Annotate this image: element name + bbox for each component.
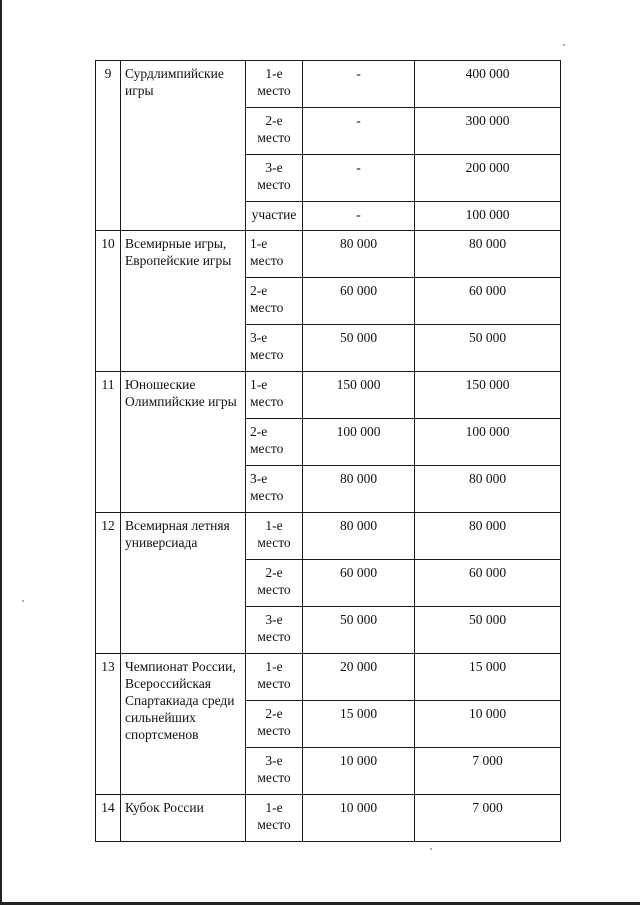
amount-cell-a: 60 000 <box>303 560 415 607</box>
amount-cell-b: 15 000 <box>415 654 561 701</box>
amount-cell-a: 80 000 <box>303 466 415 513</box>
amount-cell-a: 80 000 <box>303 231 415 278</box>
amount-cell-a: 100 000 <box>303 419 415 466</box>
amount-cell-a: 15 000 <box>303 701 415 748</box>
place-cell: 1-е место <box>246 513 303 560</box>
amount-cell-a: 60 000 <box>303 278 415 325</box>
place-cell: 2-е место <box>246 108 303 155</box>
table-row <box>96 513 561 560</box>
table-row <box>96 795 561 842</box>
amount-cell-a: - <box>303 202 415 231</box>
amount-cell-b: 80 000 <box>415 513 561 560</box>
amount-cell-b: 100 000 <box>415 202 561 231</box>
place-cell: 3-е место <box>246 607 303 654</box>
row-number: 14 <box>96 795 121 842</box>
table-row <box>96 61 561 108</box>
amount-cell-a: 10 000 <box>303 795 415 842</box>
scan-edge-left <box>0 0 2 905</box>
place-cell: 2-е место <box>246 701 303 748</box>
row-number: 11 <box>96 372 121 513</box>
table-row <box>96 231 561 278</box>
scan-speck <box>22 600 24 602</box>
amount-cell-a: 50 000 <box>303 325 415 372</box>
place-cell: 3-е место <box>246 748 303 795</box>
place-cell: 2-е место <box>246 278 303 325</box>
amount-cell-b: 50 000 <box>415 325 561 372</box>
competition-name: Сурдлимпийские игры <box>121 61 246 231</box>
scan-speck <box>430 848 432 850</box>
amount-cell-b: 7 000 <box>415 748 561 795</box>
amount-cell-a: 80 000 <box>303 513 415 560</box>
amount-cell-a: 150 000 <box>303 372 415 419</box>
place-cell: 3-е место <box>246 155 303 202</box>
row-number: 9 <box>96 61 121 231</box>
amount-cell-a: 20 000 <box>303 654 415 701</box>
place-cell: 1-е место <box>246 231 303 278</box>
place-cell: 2-е место <box>246 560 303 607</box>
place-cell: участие <box>246 202 303 231</box>
table-row <box>96 372 561 419</box>
place-cell: 1-е место <box>246 795 303 842</box>
amount-cell-b: 100 000 <box>415 419 561 466</box>
place-cell: 3-е место <box>246 466 303 513</box>
amount-cell-b: 80 000 <box>415 231 561 278</box>
place-cell: 1-е место <box>246 654 303 701</box>
amount-cell-b: 300 000 <box>415 108 561 155</box>
amount-cell-a: - <box>303 61 415 108</box>
awards-table <box>95 60 561 842</box>
competition-name: Всемирная летняя универсиада <box>121 513 246 654</box>
amount-cell-b: 400 000 <box>415 61 561 108</box>
amount-cell-b: 10 000 <box>415 701 561 748</box>
amount-cell-a: 10 000 <box>303 748 415 795</box>
place-cell: 2-е место <box>246 419 303 466</box>
amount-cell-a: - <box>303 155 415 202</box>
row-number: 12 <box>96 513 121 654</box>
amount-cell-b: 60 000 <box>415 560 561 607</box>
amount-cell-b: 60 000 <box>415 278 561 325</box>
amount-cell-a: - <box>303 108 415 155</box>
amount-cell-b: 50 000 <box>415 607 561 654</box>
place-cell: 1-е место <box>246 61 303 108</box>
row-number: 13 <box>96 654 121 795</box>
competition-name: Чемпионат России, Всероссийская Спартакиада среди сильнейших спортсменов <box>121 654 246 795</box>
place-cell: 3-е место <box>246 325 303 372</box>
competition-name: Всемирные игры, Европейские игры <box>121 231 246 372</box>
row-number: 10 <box>96 231 121 372</box>
place-cell: 1-е место <box>246 372 303 419</box>
table-row <box>96 654 561 701</box>
amount-cell-b: 200 000 <box>415 155 561 202</box>
scan-speck <box>563 44 565 46</box>
competition-name: Юношеские Олимпийские игры <box>121 372 246 513</box>
amount-cell-b: 150 000 <box>415 372 561 419</box>
amount-cell-a: 50 000 <box>303 607 415 654</box>
amount-cell-b: 80 000 <box>415 466 561 513</box>
amount-cell-b: 7 000 <box>415 795 561 842</box>
competition-name: Кубок России <box>121 795 246 842</box>
